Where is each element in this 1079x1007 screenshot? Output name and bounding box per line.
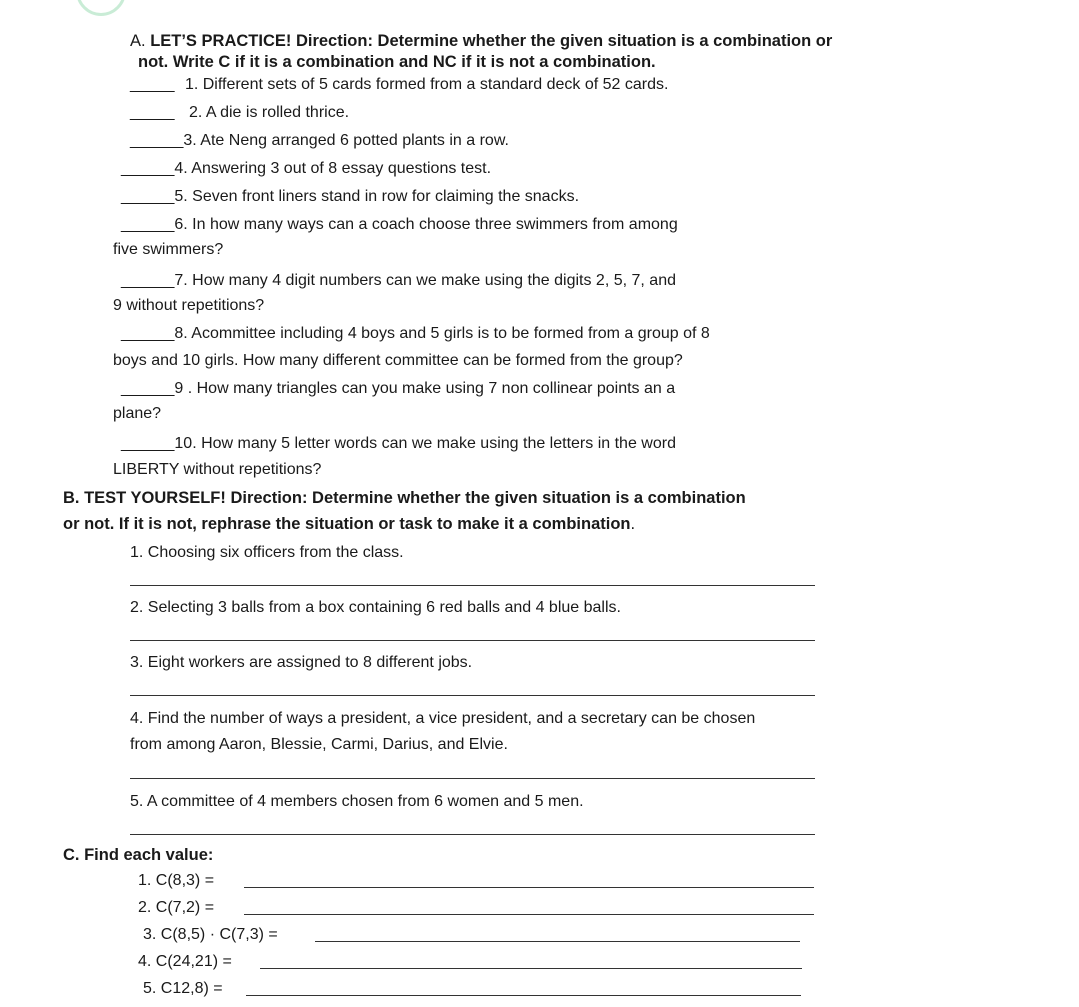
- section-c-heading: C. Find each value:: [63, 846, 214, 864]
- section-b-heading-cont: or not. If it is not, rephrase the situation or task to make it a combination.: [63, 515, 636, 533]
- b-item-4-cont: from among Aaron, Blessie, Carmi, Darius, and Elvie.: [130, 736, 508, 753]
- c-answer-line-4[interactable]: [260, 968, 802, 969]
- c-answer-line-5[interactable]: [246, 995, 801, 996]
- section-a-heading-cont: not. Write C if it is a combination and NC if it is not a combination.: [138, 53, 656, 71]
- decorative-circle: [76, 0, 126, 16]
- a-item-4: ______4. Answering 3 out of 8 essay questions test.: [121, 160, 492, 177]
- a-item-6: ______6. In how many ways can a coach choose three swimmers from among: [121, 216, 678, 233]
- b-item-2: 2. Selecting 3 balls from a box containing 6 red balls and 4 blue balls.: [130, 599, 621, 616]
- answer-blank[interactable]: ______: [121, 380, 175, 397]
- c-item-4: 4. C(24,21) =: [138, 953, 232, 970]
- a-item-3: ______3. Ate Neng arranged 6 potted plants in a row.: [130, 132, 509, 149]
- c-answer-line-2[interactable]: [244, 914, 814, 915]
- b-answer-line-1[interactable]: [130, 585, 815, 586]
- answer-blank[interactable]: ______: [121, 325, 175, 342]
- a-item-10: ______10. How many 5 letter words can we make using the letters in the word: [121, 435, 676, 452]
- a-item-9: ______9 . How many triangles can you make using 7 non collinear points an a: [121, 380, 676, 397]
- c-item-5: 5. C12,8) =: [143, 980, 223, 997]
- answer-blank[interactable]: ______: [130, 132, 184, 149]
- c-item-2: 2. C(7,2) =: [138, 899, 215, 916]
- c-answer-line-3[interactable]: [315, 941, 800, 942]
- a-item-5: ______5. Seven front liners stand in row for claiming the snacks.: [121, 188, 580, 205]
- a-item-8-cont: boys and 10 girls. How many different committee can be formed from the group?: [113, 352, 683, 369]
- c-item-1: 1. C(8,3) =: [138, 872, 215, 889]
- answer-blank[interactable]: ______: [121, 160, 175, 177]
- b-item-5: 5. A committee of 4 members chosen from 6 women and 5 men.: [130, 793, 584, 810]
- answer-blank[interactable]: ______: [121, 272, 175, 289]
- b-answer-line-5[interactable]: [130, 834, 815, 835]
- answer-blank[interactable]: _____: [130, 76, 175, 93]
- c-item-3: 3. C(8,5) · C(7,3) =: [143, 926, 278, 943]
- a-item-9-cont: plane?: [113, 405, 162, 422]
- a-item-1: _____ 1. Different sets of 5 cards formed from a standard deck of 52 cards.: [130, 76, 669, 93]
- section-b-heading: B. TEST YOURSELF! Direction: Determine whether the given situation is a combination: [63, 489, 746, 507]
- answer-blank[interactable]: ______: [121, 188, 175, 205]
- answer-blank[interactable]: _____: [130, 104, 175, 121]
- a-item-8: ______8. Acommittee including 4 boys and 5 girls is to be formed from a group of 8: [121, 325, 710, 342]
- section-a-heading: A. LET’S PRACTICE! Direction: Determine whether the given situation is a combination or: [130, 32, 833, 50]
- a-item-6-cont: five swimmers?: [113, 241, 224, 258]
- a-item-10-cont: LIBERTY without repetitions?: [113, 461, 322, 478]
- a-item-7: ______7. How many 4 digit numbers can we make using the digits 2, 5, 7, and: [121, 272, 676, 289]
- b-answer-line-2[interactable]: [130, 640, 815, 641]
- answer-blank[interactable]: ______: [121, 435, 175, 452]
- a-item-2: _____ 2. A die is rolled thrice.: [130, 104, 350, 121]
- answer-blank[interactable]: ______: [121, 216, 175, 233]
- b-answer-line-4[interactable]: [130, 778, 815, 779]
- b-item-4: 4. Find the number of ways a president, a vice president, and a secretary can be chosen: [130, 710, 756, 727]
- b-item-3: 3. Eight workers are assigned to 8 different jobs.: [130, 654, 473, 671]
- c-answer-line-1[interactable]: [244, 887, 814, 888]
- b-answer-line-3[interactable]: [130, 695, 815, 696]
- a-item-7-cont: 9 without repetitions?: [113, 297, 265, 314]
- b-item-1: 1. Choosing six officers from the class.: [130, 544, 404, 561]
